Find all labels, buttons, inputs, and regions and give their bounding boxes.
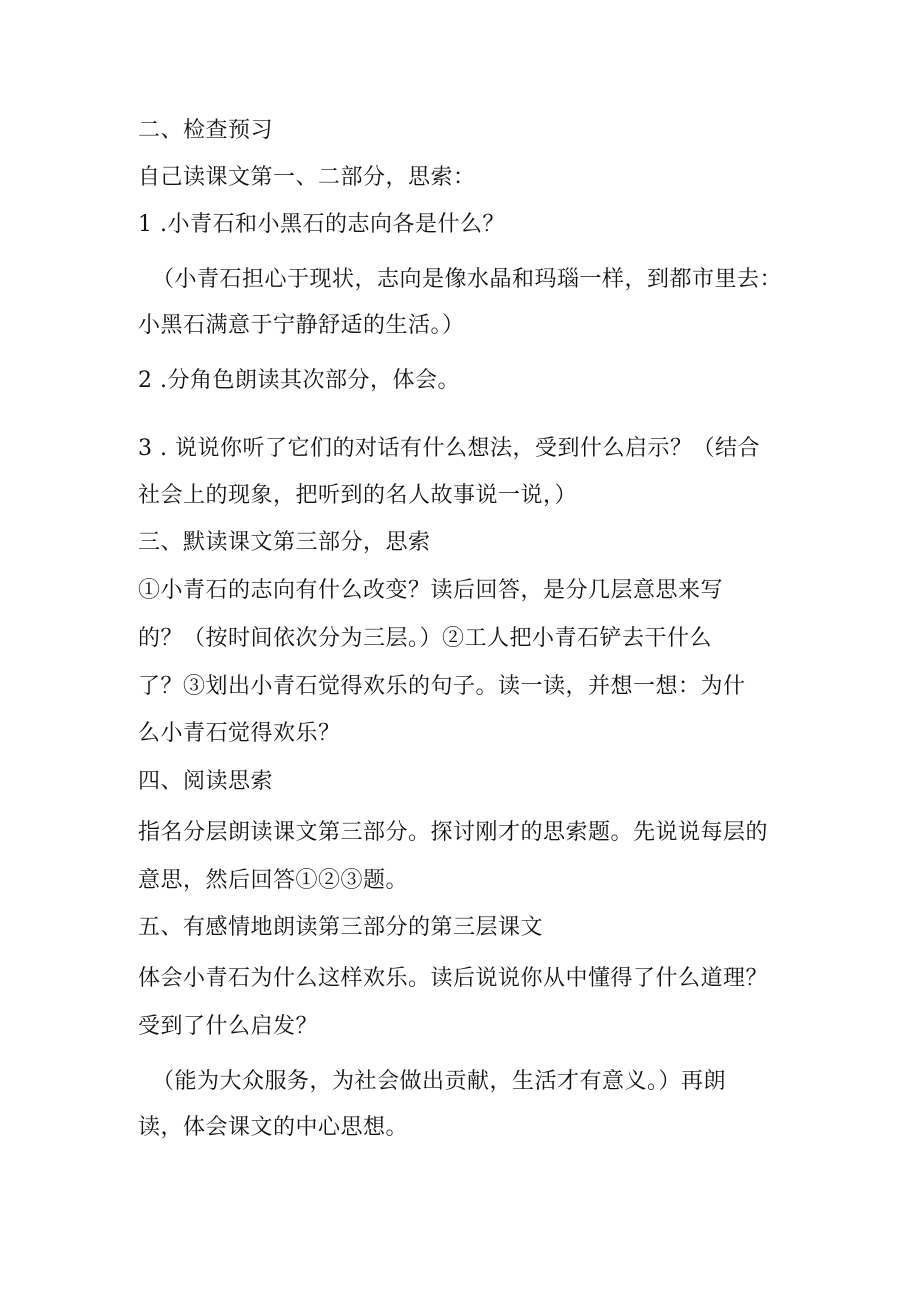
section-heading-2: 二、检查预习 <box>138 118 274 143</box>
answer-1-line-2: 小黑石满意于宁静舒适的生活。） <box>138 313 465 338</box>
paragraph-line: 意思，然后回答①②③题。 <box>138 868 409 893</box>
paragraph-line: 读，体会课文的中心思想。 <box>138 1115 409 1140</box>
paragraph-line: ①小青石的志向有什么改变？读后回答，是分几层意思来写 <box>138 578 724 603</box>
question-2: 2 .分角色朗读其次部分，体会。 <box>138 368 460 393</box>
paragraph-line: 指名分层朗读课文第三部分。探讨刚才的思索题。先说说每层的 <box>138 820 769 845</box>
paragraph-line: 自己读课文第一、二部分，思索： <box>138 165 476 190</box>
answer-1-line-1: （小青石担心于现状，志向是像水晶和玛瑙一样，到都市里去： <box>152 267 783 292</box>
paragraph-line: 体会小青石为什么这样欢乐。读后说说你从中懂得了什么道理？ <box>138 966 769 991</box>
paragraph-line: 受到了什么启发？ <box>138 1014 319 1039</box>
paragraph-line: 的？（按时间依次分为三层。）②工人把小青石铲去干什么 <box>138 626 713 651</box>
question-3-line-2: 社会上的现象，把听到的名人故事说一说，） <box>138 483 578 508</box>
question-1: 1 .小青石和小黑石的志向各是什么？ <box>138 212 505 237</box>
section-heading-5: 五、有感情地朗读第三部分的第三层课文 <box>138 915 544 940</box>
paragraph-line: 么小青石觉得欢乐？ <box>138 721 341 746</box>
paragraph-line: 了？③划出小青石觉得欢乐的句子。读一读，并想一想：为什 <box>138 674 746 699</box>
paragraph-line: （能为大众服务，为社会做出贡献，生活才有意义。）再朗 <box>152 1069 727 1094</box>
section-heading-4: 四、阅读思索 <box>138 769 274 794</box>
section-heading-3: 三、默读课文第三部分，思索 <box>138 530 431 555</box>
question-3-line-1: 3 . 说说你听了它们的对话有什么想法，受到什么启示？（结合 <box>138 436 760 461</box>
